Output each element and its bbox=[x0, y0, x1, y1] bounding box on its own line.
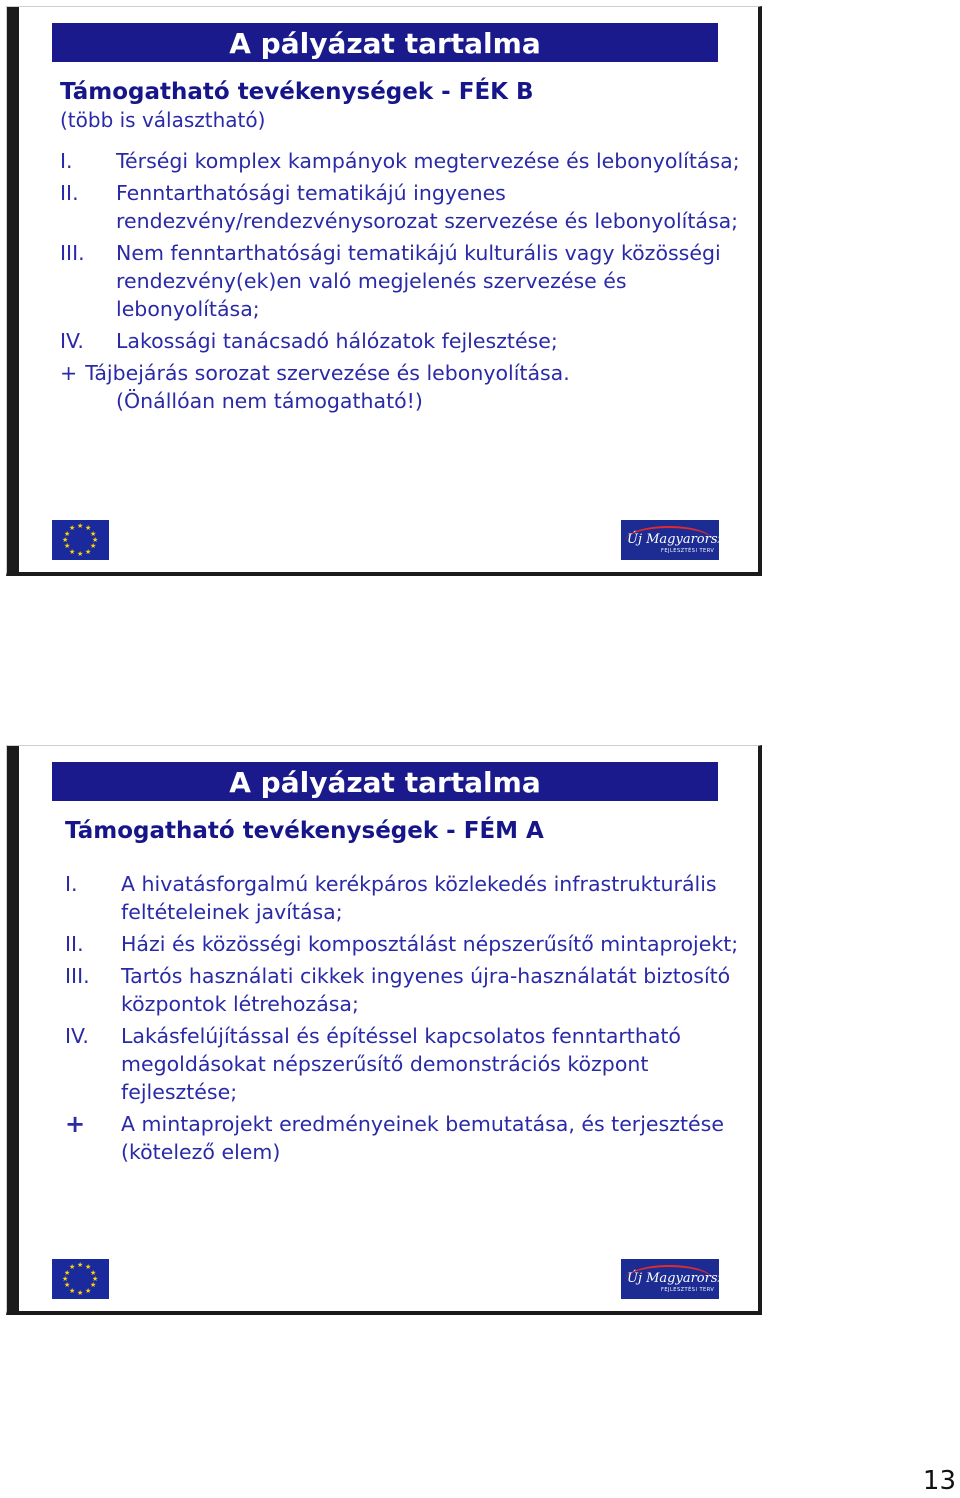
list-item-text: Fenntarthatósági tematikájú ingyenes rendezvény/rendezvénysorozat szervezése és lebonyolítása; bbox=[116, 181, 739, 233]
list-item bbox=[65, 1022, 745, 1106]
list-item-number: I. bbox=[60, 149, 73, 173]
star-icon: ★ bbox=[77, 550, 84, 558]
list-item-text: A mintaprojekt eredményeinek bemutatása, és terjesztése (kötelező elem) bbox=[121, 1112, 724, 1164]
list-item-number: + bbox=[65, 1110, 86, 1138]
star-icon: ★ bbox=[69, 1287, 76, 1295]
eu-flag-logo bbox=[52, 520, 109, 560]
star-icon: ★ bbox=[62, 536, 69, 544]
list-item-text: Térségi komplex kampányok megtervezése és lebonyolítása; bbox=[116, 149, 740, 173]
logo-text: Új Magyarország bbox=[627, 532, 741, 547]
list-item-number: IV. bbox=[60, 329, 84, 353]
list-item-text: Lakossági tanácsadó hálózatok fejlesztése; bbox=[116, 329, 558, 353]
star-icon: ★ bbox=[69, 1263, 76, 1271]
slide-subtitle: Támogatható tevékenységek - FÉK B bbox=[60, 79, 534, 105]
slide-title: A pályázat tartalma bbox=[52, 23, 718, 62]
star-icon: ★ bbox=[64, 542, 71, 550]
star-icon: ★ bbox=[92, 1275, 99, 1283]
list-item-text: Nem fenntarthatósági tematikájú kulturális vagy közösségi rendezvény(ek)en való megjelenés szervezése és lebonyolítása; bbox=[116, 241, 721, 321]
slide-1 bbox=[6, 6, 762, 576]
plus-item bbox=[60, 359, 740, 415]
slide-content bbox=[60, 77, 740, 415]
eu-flag-logo bbox=[52, 1259, 109, 1299]
star-icon: ★ bbox=[90, 1281, 97, 1289]
plus-symbol: + bbox=[60, 361, 78, 385]
list-item-text: A hivatásforgalmú kerékpáros közlekedés infrastrukturális feltételeinek javítása; bbox=[121, 872, 717, 924]
page-number: 13 bbox=[922, 1466, 956, 1496]
list-item bbox=[60, 239, 740, 323]
star-icon: ★ bbox=[69, 524, 76, 532]
slide-subtitle: Támogatható tevékenységek - FÉM A bbox=[65, 818, 544, 844]
list-item-number: IV. bbox=[65, 1024, 89, 1048]
slide-2 bbox=[6, 745, 762, 1315]
star-icon: ★ bbox=[62, 1275, 69, 1283]
list-item bbox=[65, 962, 745, 1018]
star-icon: ★ bbox=[90, 542, 97, 550]
star-icon: ★ bbox=[85, 1287, 92, 1295]
slide-left-stripe bbox=[7, 7, 19, 572]
star-icon: ★ bbox=[64, 1269, 71, 1277]
list-item bbox=[65, 930, 745, 958]
plus-item-text: Tájbejárás sorozat szervezése és lebonyolítása. bbox=[85, 361, 570, 385]
list-item bbox=[60, 147, 740, 175]
star-icon: ★ bbox=[85, 548, 92, 556]
star-icon: ★ bbox=[69, 548, 76, 556]
slide-title: A pályázat tartalma bbox=[52, 762, 718, 801]
list-item bbox=[60, 179, 740, 235]
star-icon: ★ bbox=[77, 1289, 84, 1297]
star-icon: ★ bbox=[90, 530, 97, 538]
logo-subtext: FEJLESZTÉSI TERV bbox=[661, 548, 715, 554]
list-item-text: Lakásfelújítással és építéssel kapcsolatos fenntartható megoldásokat népszerűsítő demonstrációs központ fejlesztése; bbox=[121, 1024, 681, 1104]
slide-content bbox=[65, 816, 745, 1170]
slide-left-stripe bbox=[7, 746, 19, 1311]
star-icon: ★ bbox=[64, 1281, 71, 1289]
list-item-number: II. bbox=[60, 181, 79, 205]
list-item-number: III. bbox=[65, 964, 90, 988]
star-icon: ★ bbox=[90, 1269, 97, 1277]
uj-magyarorszag-logo bbox=[621, 520, 741, 560]
slide-note: (több is választható) bbox=[60, 108, 266, 132]
star-icon: ★ bbox=[77, 1261, 84, 1269]
star-icon: ★ bbox=[92, 536, 99, 544]
plus-item-note: (Önállóan nem támogatható!) bbox=[116, 389, 423, 413]
list-item-text: Tartós használati cikkek ingyenes újra-használatát biztosító központok létrehozása; bbox=[121, 964, 731, 1016]
logo-subtext: FEJLESZTÉSI TERV bbox=[661, 1287, 715, 1293]
list-item bbox=[60, 327, 740, 355]
list-item bbox=[65, 870, 745, 926]
list-item-number: III. bbox=[60, 241, 85, 265]
list-item bbox=[65, 1110, 745, 1166]
list-item-text: Házi és közösségi komposztálást népszerűsítő mintaprojekt; bbox=[121, 932, 739, 956]
star-icon: ★ bbox=[85, 524, 92, 532]
uj-magyarorszag-logo bbox=[621, 1259, 741, 1299]
star-icon: ★ bbox=[64, 530, 71, 538]
list-item-number: I. bbox=[65, 872, 78, 896]
logo-text: Új Magyarország bbox=[627, 1271, 741, 1286]
star-icon: ★ bbox=[85, 1263, 92, 1271]
list-item-number: II. bbox=[65, 932, 84, 956]
star-icon: ★ bbox=[77, 522, 84, 530]
